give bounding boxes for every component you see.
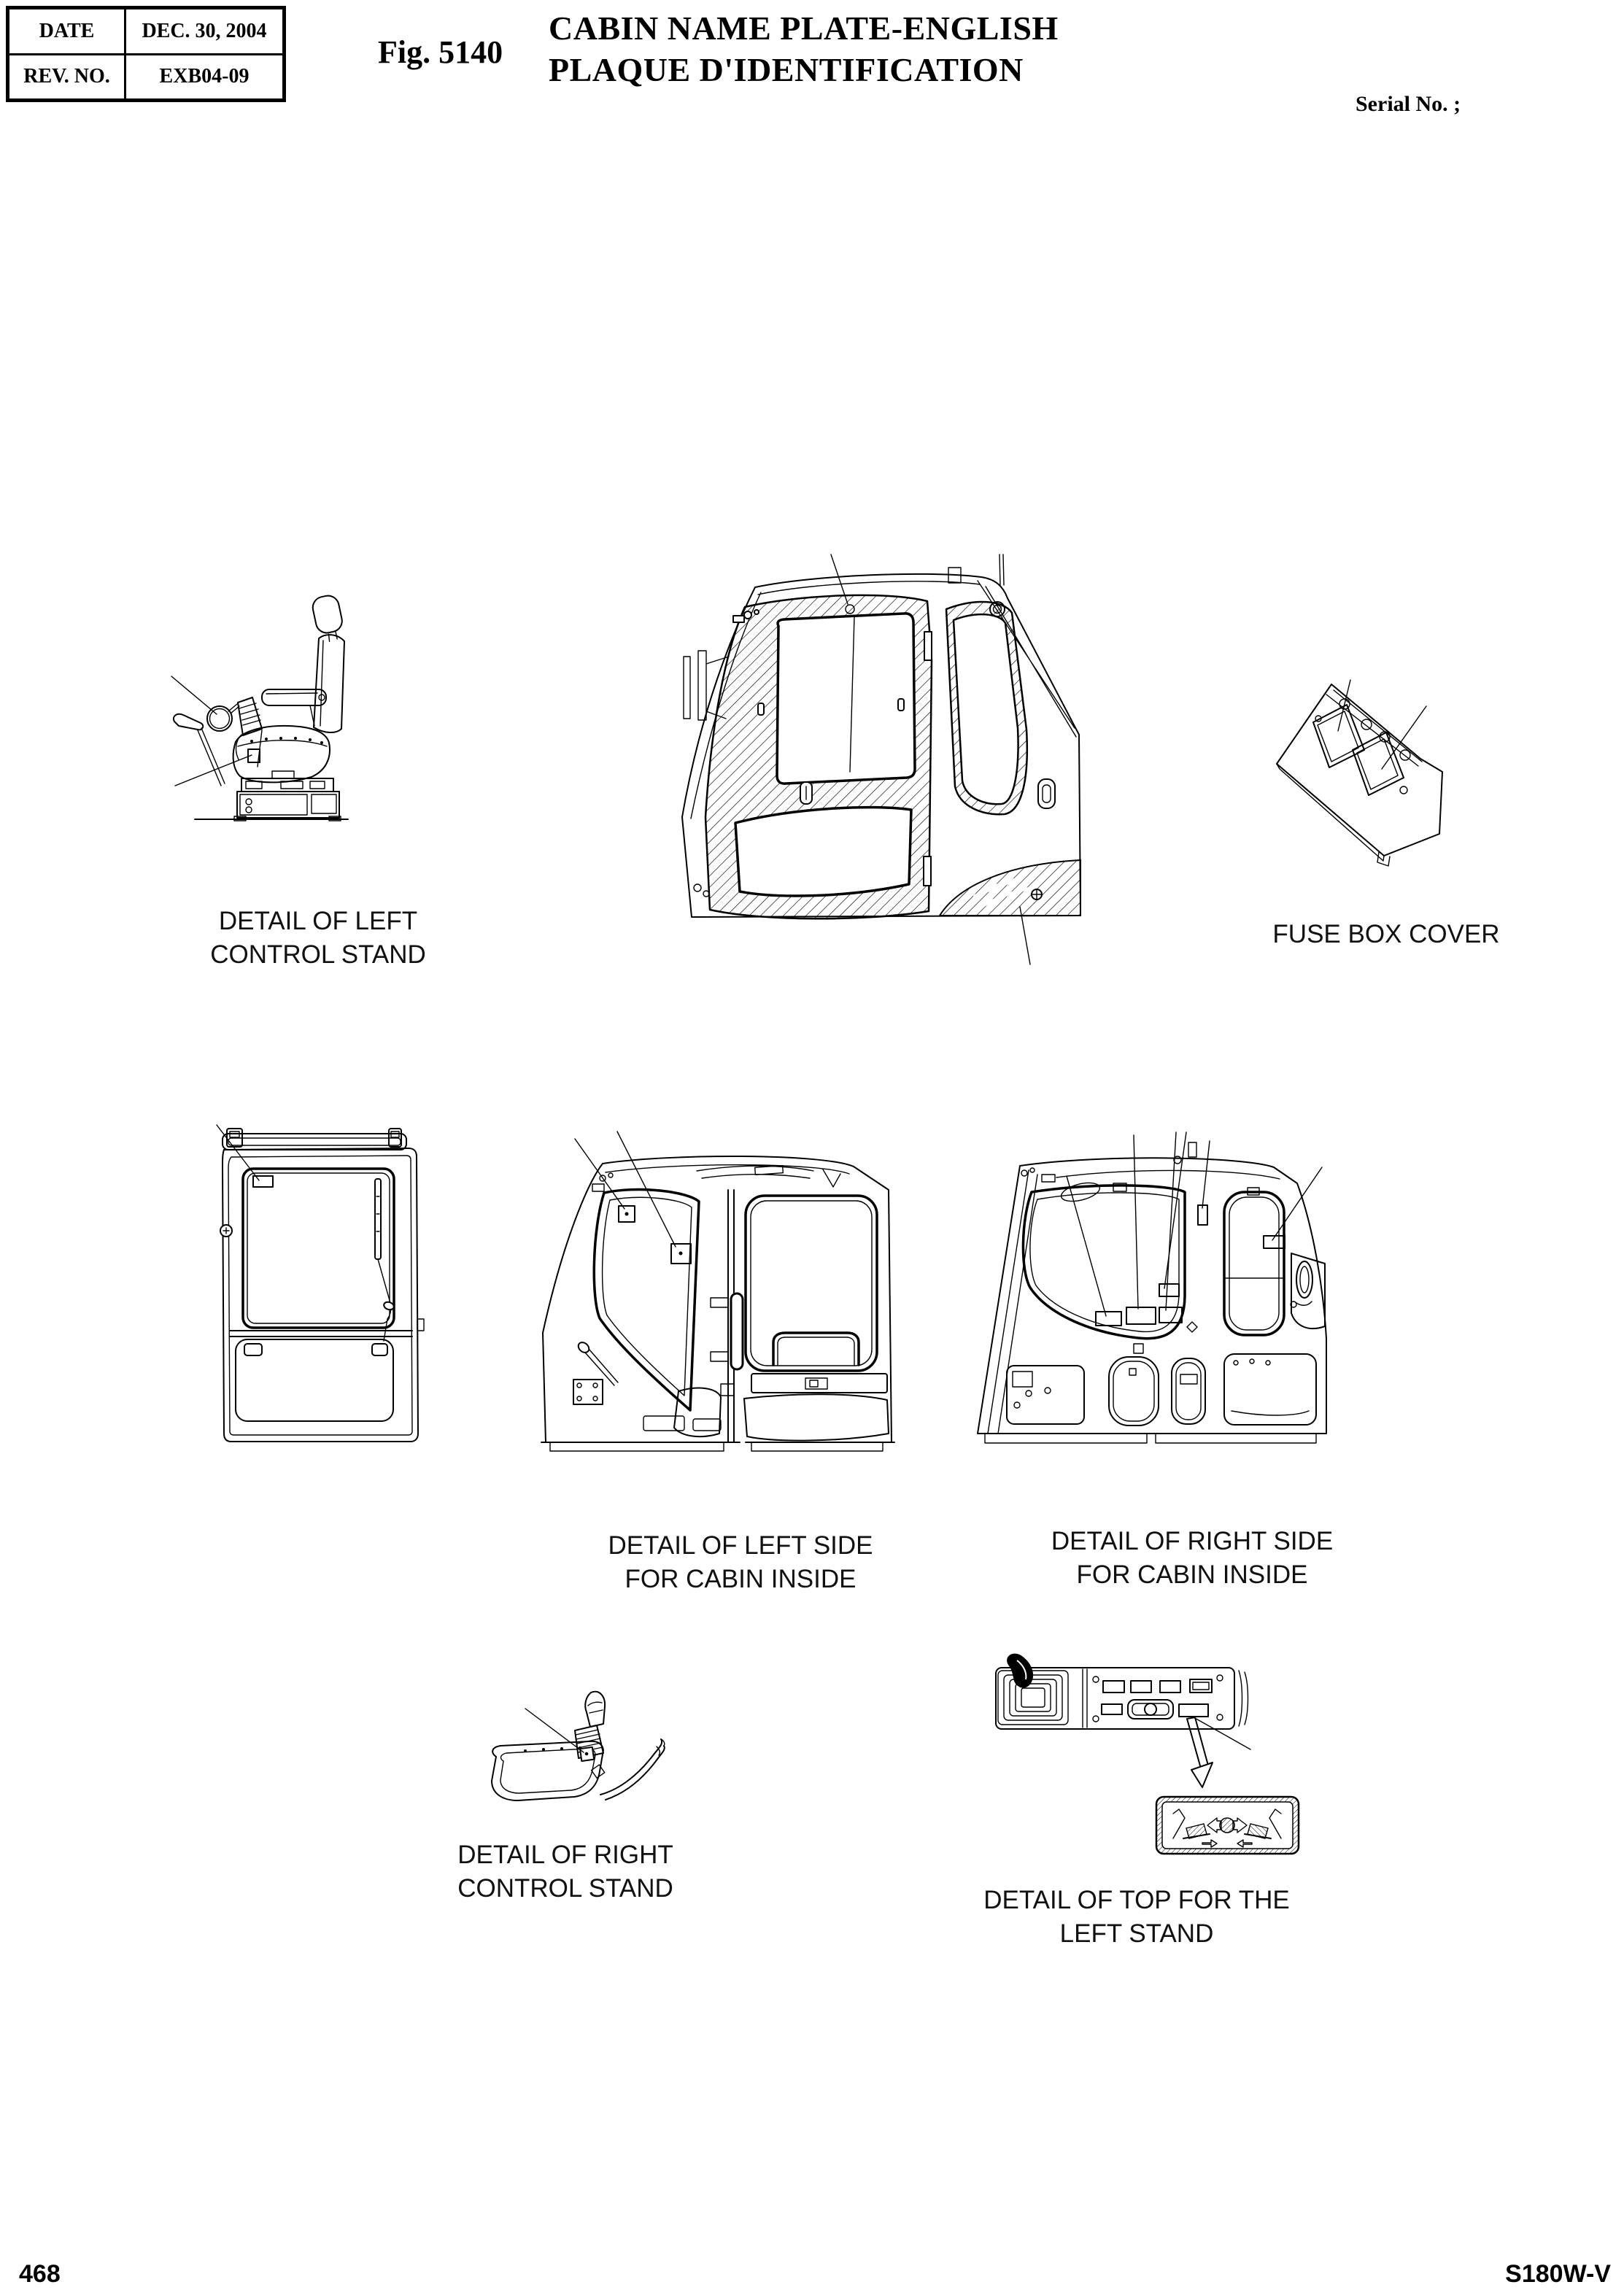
figure-number: Fig. 5140 bbox=[378, 34, 503, 70]
caption-top-left-stand: DETAIL OF TOP FOR THE LEFT STAND bbox=[983, 1886, 1290, 1948]
drawing-left-control-stand bbox=[164, 587, 361, 828]
date-value: DEC. 30, 2004 bbox=[125, 8, 285, 55]
drawing-right-side-cabin-inside bbox=[967, 1131, 1365, 1459]
page-title bbox=[549, 7, 1059, 90]
revision-table bbox=[6, 6, 286, 102]
name-plate-marker bbox=[1126, 1307, 1156, 1324]
name-plate-marker bbox=[1159, 1307, 1182, 1323]
model-code: S180W-V bbox=[1505, 2260, 1611, 2288]
page-title-line2: PLAQUE D'IDENTIFICATION bbox=[549, 51, 1024, 88]
table-row bbox=[8, 8, 285, 55]
drawing-cabin-side-view bbox=[668, 554, 1091, 970]
rev-no-value: EXB04-09 bbox=[125, 54, 285, 101]
caption-right-control-stand: DETAIL OF RIGHT CONTROL STAND bbox=[457, 1841, 673, 1903]
date-label: DATE bbox=[8, 8, 125, 55]
caption-left-side-cabin-inside: DETAIL OF LEFT SIDE FOR CABIN INSIDE bbox=[608, 1531, 873, 1593]
table-row bbox=[8, 54, 285, 101]
rev-no-label: REV. NO. bbox=[8, 54, 125, 101]
caption-fuse-box-cover: FUSE BOX COVER bbox=[1272, 920, 1500, 948]
drawing-right-control-stand bbox=[482, 1685, 671, 1809]
drawing-top-left-stand bbox=[985, 1647, 1321, 1866]
page-number: 468 bbox=[19, 2260, 61, 2288]
serial-number-label: Serial No. ; bbox=[1356, 92, 1461, 116]
drawing-fuse-box-cover bbox=[1275, 680, 1447, 862]
name-plate-marker bbox=[253, 1176, 273, 1187]
name-plate-marker bbox=[1179, 1704, 1208, 1717]
caption-right-side-cabin-inside: DETAIL OF RIGHT SIDE FOR CABIN INSIDE bbox=[1051, 1527, 1334, 1589]
drawing-left-side-cabin-inside bbox=[533, 1127, 912, 1459]
page-title-line1: CABIN NAME PLATE-ENGLISH bbox=[549, 9, 1059, 47]
drawing-cabin-door bbox=[215, 1123, 434, 1452]
caption-left-control-stand: DETAIL OF LEFT CONTROL STAND bbox=[210, 907, 426, 969]
name-plate-marker bbox=[1159, 1284, 1179, 1296]
